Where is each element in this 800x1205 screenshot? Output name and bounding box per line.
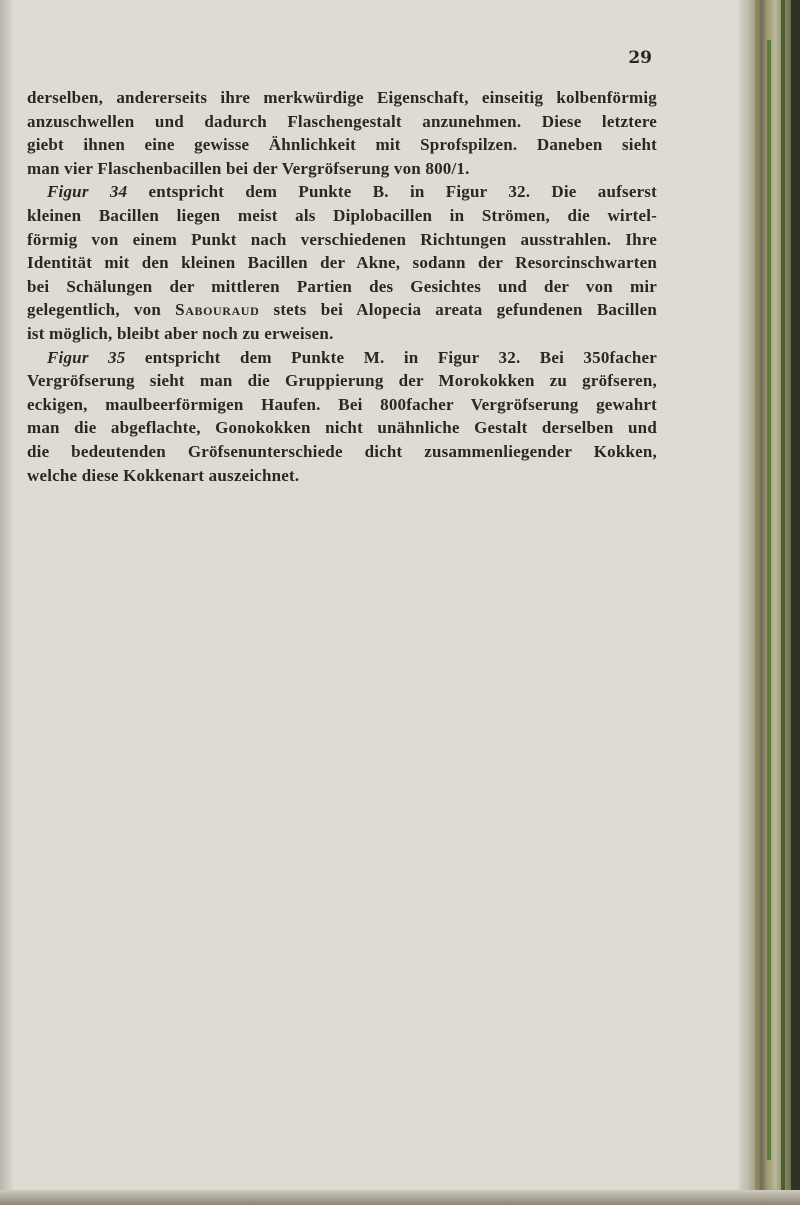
text-line: man vier Flaschenbacillen bei der Vergröfserung von 800/1. bbox=[27, 158, 470, 178]
text-line: eckigen, maulbeerförmigen Haufen. Bei 800facher Vergröfserung gewahrt bbox=[27, 394, 657, 414]
figure-34-label: Figur 34 bbox=[47, 182, 128, 202]
binding-stripe bbox=[791, 0, 800, 1205]
text-line: kleinen Bacillen liegen meist als Diplobacillen in Strömen, die wirtel- bbox=[27, 205, 657, 225]
book-binding-edge bbox=[745, 0, 800, 1205]
author-line-before: gelegentlich, von bbox=[27, 300, 161, 320]
figure-34-first-line-text: entspricht dem Punkte B. in Figur 32. Die aufserst bbox=[148, 182, 657, 202]
page-number: 29 bbox=[628, 48, 652, 68]
figure-35-label: Figur 35 bbox=[47, 347, 126, 367]
author-name: Sabouraud bbox=[175, 300, 260, 320]
figure-35-first-line bbox=[27, 346, 657, 370]
text-line: förmig von einem Punkt nach verschiedenen Richtungen ausstrahlen. Ihre bbox=[27, 229, 657, 249]
author-citation-line bbox=[27, 298, 657, 322]
text-line: anzuschwellen und dadurch Flaschengestalt anzunehmen. Diese letztere bbox=[27, 111, 657, 131]
text-line: Identität mit den kleinen Bacillen der Akne, sodann der Resorcinschwarten bbox=[27, 253, 657, 273]
page-gutter-shadow bbox=[0, 0, 14, 1205]
body-text bbox=[27, 86, 657, 487]
text-line: derselben, andererseits ihre merkwürdige Eigenschaft, einseitig kolbenförmig bbox=[27, 88, 657, 107]
figure-35-first-line-text: entspricht dem Punkte M. in Figur 32. Bei 350facher bbox=[144, 347, 657, 367]
binding-stripe bbox=[767, 40, 771, 1160]
text-line: ist möglich, bleibt aber noch zu erweisen. bbox=[27, 323, 334, 343]
text-line: die bedeutenden Gröfsenunterschiede dicht zusammenliegender Kokken, bbox=[27, 441, 657, 461]
binding-stripe bbox=[781, 0, 785, 1205]
text-line: man die abgeflachte, Gonokokken nicht unähnliche Gestalt derselben und bbox=[27, 418, 657, 438]
text-line: giebt ihnen eine gewisse Ähnlichkeit mit Sprofspilzen. Daneben sieht bbox=[27, 135, 657, 155]
author-line-after: stets bei Alopecia areata gefundenen Bacillen bbox=[273, 300, 657, 320]
binding-stripe bbox=[755, 0, 759, 1205]
text-line: welche diese Kokkenart auszeichnet. bbox=[27, 465, 300, 485]
figure-34-first-line bbox=[27, 180, 657, 204]
text-line: bei Schälungen der mittleren Partien des Gesichtes und der von mir bbox=[27, 276, 657, 296]
page-bottom-edge bbox=[0, 1190, 800, 1205]
text-line: Vergröfserung sieht man die Gruppierung der Morokokken zu gröfseren, bbox=[27, 371, 657, 391]
